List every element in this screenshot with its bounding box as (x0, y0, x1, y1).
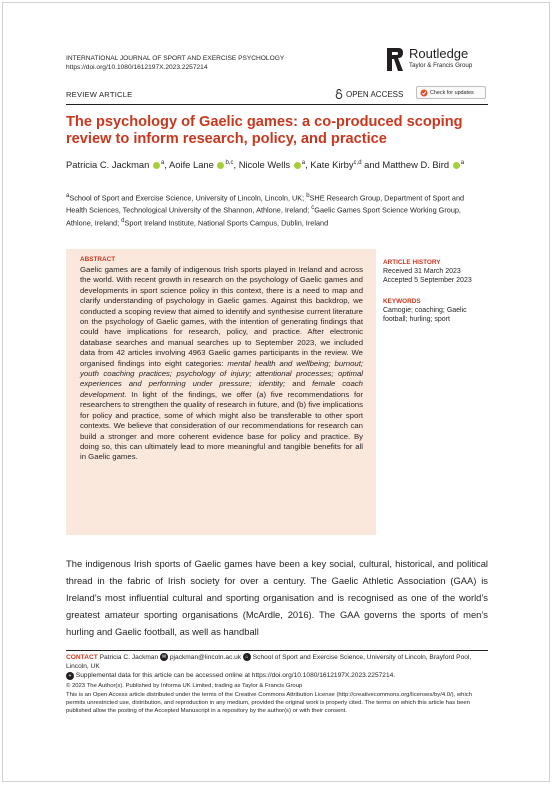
contact-line (66, 653, 488, 671)
license-text: This is an Open Access article distributed under the terms of the Creative Commons Attribution License (http://creativecommons.org/licenses/by/4.0/), which permits unrestricted use, distribution, and reproduction in any medium, provided the original work is properly cited. The terms on which this article has been published allow the posting of the Accepted Manuscript in a repository by the author(s) or with their consent. (66, 692, 472, 714)
keywords-heading: KEYWORDS (383, 298, 421, 305)
abstract-heading: ABSTRACT (80, 256, 116, 263)
contact-name: Patricia C. Jackman (97, 654, 161, 661)
open-access-badge (335, 89, 403, 99)
abstract-last-category: female coach development (80, 379, 363, 399)
affil-sup: b (306, 193, 310, 199)
author-sup: a (301, 160, 306, 166)
author-name[interactable]: Aoife Lane (169, 159, 214, 171)
author-name[interactable]: Kate Kirby (310, 159, 354, 171)
affiliation-a: School of Sport and Exercise Science, University of Lincoln, Lincoln, UK; (69, 193, 307, 203)
publisher-sub: Taylor & Francis Group (409, 62, 473, 69)
open-lock-icon (335, 89, 343, 99)
author-list (66, 157, 486, 171)
supplemental-text[interactable]: Supplemental data for this article can be accessed online at https://doi.org/10.1080/1612197X.2023.2257214. (75, 672, 396, 680)
check-updates-label: Check for updates (430, 89, 474, 96)
abstract-part2: . In light of the findings, we offer (a) five recommendations for researchers to strengthen the quality of research in future, and (b) five implications for policy and practice, some of which might also be transferable to other sport contexts. We believe that consideration of our recommendations for research can build a stronger and more coherent evidence base for policy and practice. By doing so, this can ultimately lead to more meaningful and tangible benefits for all in Gaelic games. (80, 389, 363, 462)
abstract-part1: Gaelic games are a family of indigenous Irish sports played in Ireland and across the world. With recent growth in research on the psychology of Gaelic games and developments in sport science policy in this context, there is a need to map and clarify understanding of psychology in Gaelic games. Against this backdrop, we conducted a scoping review that aimed to identify and synthesise current literature on the psychology of Gaelic games, with the intention of generating findings that could have implications for research, policy, and practice. After electronic database searches and manual searches up to September 2023, we included data from 42 articles involving 4963 Gaelic games participants in the review. We organised findings into eight categories: (80, 265, 363, 368)
footer-rule (66, 650, 488, 651)
author-separator: , (305, 159, 311, 171)
supplemental-line (66, 671, 488, 680)
contact-label: CONTACT (66, 654, 98, 661)
author-sup: a (160, 160, 165, 166)
body-text: The indigenous Irish sports of Gaelic games have been a key social, cultural, historical, and political thread in the fabric of Irish society for over a century. The Gaelic Athletic Association (GAA) is Ireland’s most influential cultural and sporting organisation and is recognised as one of the world’s greatest amateur sporting organisations (McArdle, 2016). The GAA governs the sports of men’s hurling and Gaelic football, as well as handball (66, 558, 488, 637)
email-icon: ✉ (161, 654, 167, 661)
author-name[interactable]: Nicole Wells (238, 159, 291, 171)
received-date: Received 31 March 2023 (383, 268, 461, 275)
address-icon: ⌂ (243, 653, 251, 661)
footer (66, 653, 488, 716)
orcid-icon[interactable] (217, 162, 224, 169)
article-history (383, 258, 493, 285)
affil-sup: c (311, 205, 315, 212)
keywords (383, 297, 493, 324)
article-title: The psychology of Gaelic games: a co-produced scoping review to inform research, policy, and practice (66, 114, 463, 147)
affil-sup: d (121, 217, 125, 224)
affil-sup: a (66, 193, 70, 199)
orcid-icon[interactable] (453, 162, 460, 169)
author-name[interactable]: Patricia C. Jackman (66, 159, 150, 171)
doi-link[interactable]: https://doi.org/10.1080/1612197X.2023.2257214 (66, 64, 208, 71)
author-separator: and (361, 159, 383, 171)
affiliation-c: Gaelic Games Sport Science Working Group, Athlone, Ireland; (66, 205, 461, 228)
article-type: REVIEW ARTICLE (66, 90, 133, 99)
keywords-text: Camogie; coaching; Gaelic football; hurling; sport (383, 307, 467, 323)
affiliations (66, 191, 486, 228)
check-updates-button[interactable] (416, 86, 486, 99)
copyright: © 2023 The Author(s). Published by Informa UK Limited, trading as Taylor & Francis Group (66, 682, 303, 689)
journal-name: INTERNATIONAL JOURNAL OF SPORT AND EXERCISE PSYCHOLOGY (66, 55, 285, 62)
author-separator: , (233, 159, 239, 171)
publisher-name: Routledge (409, 46, 469, 61)
author-sup: b,c (225, 160, 234, 166)
abstract-text (80, 265, 363, 463)
abstract-and: and (285, 379, 313, 389)
author-sup: c,d (353, 160, 362, 166)
author-name[interactable]: Matthew D. Bird (382, 159, 450, 171)
publisher-logo (384, 46, 494, 74)
affiliation-d: Sport Ireland Institute, National Sports Campus, Dublin, Ireland (124, 218, 329, 228)
affiliation-b: SHE Research Group, Department of Sport and Health Sciences, Technological University of the Shannon, Athlone, Ireland; (66, 193, 465, 215)
routledge-logo-icon (384, 46, 404, 73)
abstract-categories: mental health and wellbeing; burnout; youth coaching practices; psychology of injury; attentional processes; optimal experiences and performing under pressure; identity; (80, 358, 363, 389)
open-access-label: OPEN ACCESS (346, 89, 404, 99)
check-updates-icon (420, 89, 428, 97)
header-rule (66, 104, 488, 105)
supplemental-icon: + (66, 672, 74, 680)
author-sup: a (460, 160, 465, 166)
contact-address: School of Sport and Exercise Science, University of Lincoln, Brayford Pool, Lincoln, UK (66, 654, 472, 671)
accepted-date: Accepted 5 September 2023 (383, 277, 472, 284)
author-separator: , (164, 159, 170, 171)
contact-email[interactable]: pjackman@lincoln.ac.uk (169, 654, 242, 661)
history-heading: ARTICLE HISTORY (383, 259, 441, 266)
orcid-icon[interactable] (153, 162, 160, 169)
journal-header (66, 54, 284, 72)
orcid-icon[interactable] (294, 162, 301, 169)
